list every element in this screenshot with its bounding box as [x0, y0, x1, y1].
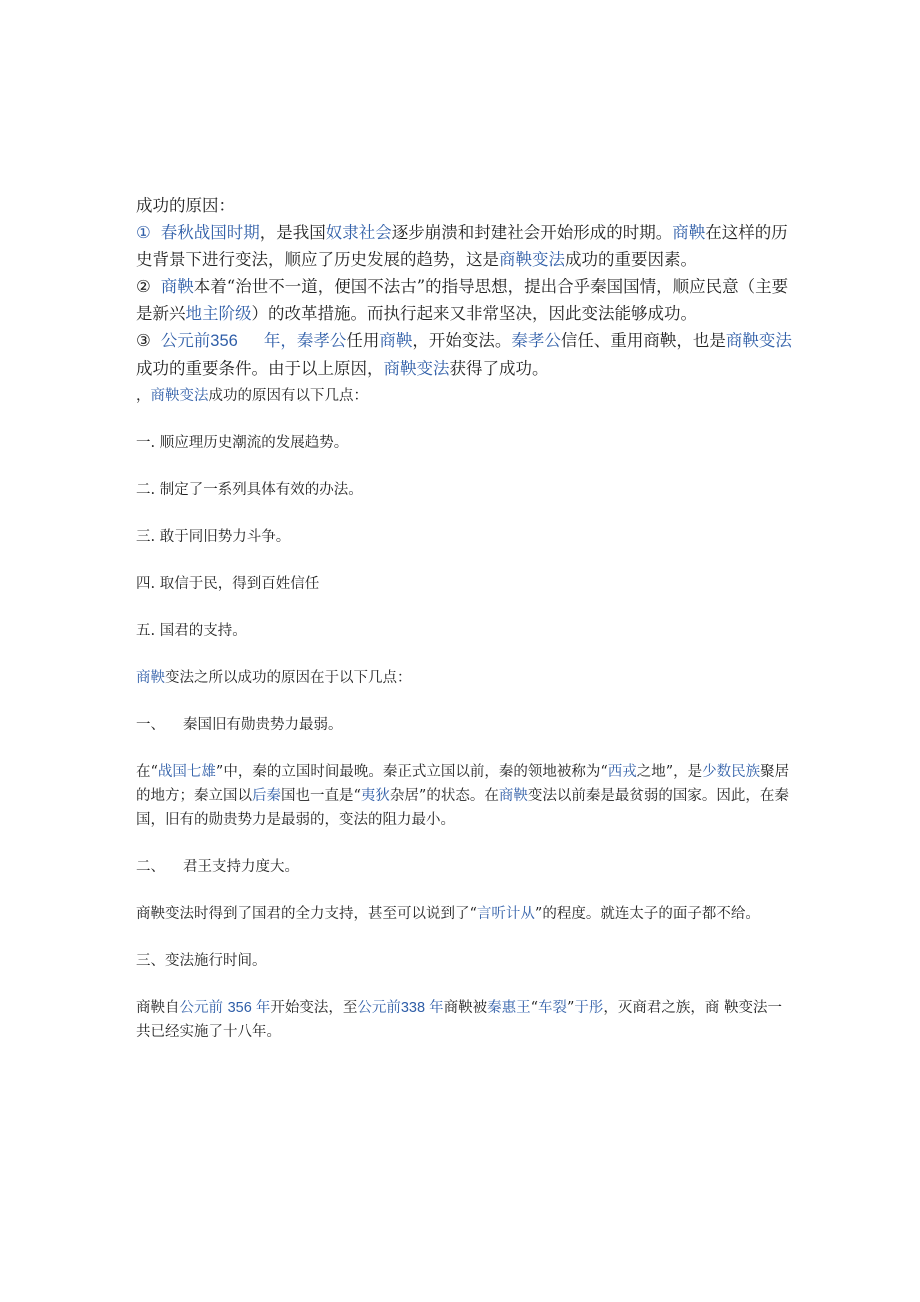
link-qin-huiwang[interactable]: 秦惠王 [487, 1000, 531, 1016]
link-chelie[interactable]: 车裂 [538, 1000, 567, 1016]
circled-number-2: ② [136, 277, 151, 296]
link-later-qin[interactable]: 后秦 [252, 788, 281, 804]
heading-reasons: 成功的原因： [136, 196, 235, 215]
link-qin-xiaogong[interactable]: 秦孝公 [511, 331, 561, 350]
link-yidi[interactable]: 夷狄 [360, 788, 390, 804]
section-heading-2: 二、 君王支持力度大。 [136, 859, 299, 875]
reason-list [136, 431, 796, 643]
paragraph-section-3: 商鞅自公元前 356 年开始变法，至公元前338 年商鞅被秦惠王“车裂”于彤，灭商君之族，商 鞅变法一共已经实施了十八年。 [136, 1000, 783, 1040]
list-item: 三. 敢于同旧势力斗争。 [136, 529, 291, 545]
section-heading-3: 三、变法施行时间。 [136, 953, 267, 969]
link-shangyang-reform[interactable]: 商鞅变法 [150, 388, 209, 404]
link-shouxing[interactable]: 于彤 [574, 1000, 604, 1016]
list-item: 五. 国君的支持。 [136, 623, 247, 639]
year-text: 年， [263, 331, 297, 350]
link-spring-autumn[interactable]: 春秋战国时期 [160, 223, 260, 242]
link-qin-xiaogong[interactable]: 秦孝公 [296, 331, 347, 350]
paragraph-reason-2: ② 商鞅本着“治世不一道，便国不法古”的指导思想，提出合乎秦国国情，顺应民意（主要是新兴地主阶级）的改革措施。而执行起来又非常坚决，因此变法能够成功。 [136, 277, 789, 323]
list-item: 四. 取信于民，得到百姓信任 [136, 576, 320, 592]
paragraph-section-2: 商鞅变法时得到了国君的全力支持，甚至可以说到了“言听计从”的程度。就连太子的面子都不给。 [136, 906, 760, 922]
paragraph-reasons-intro: ，商鞅变法成功的原因有以下几点： [136, 388, 368, 404]
paragraph-success-intro: 商鞅变法之所以成功的原因在于以下几点： [136, 670, 412, 686]
link-356-year[interactable]: 356 年 [227, 1000, 271, 1016]
link-yanting-jicong[interactable]: 言听计从 [476, 906, 535, 922]
link-shangyang-reform[interactable]: 商鞅变法 [383, 359, 450, 378]
section-heading-1: 一、 秦国旧有勋贵势力最弱。 [136, 717, 343, 733]
circled-number-1: ① [136, 223, 151, 242]
paragraph-section-1: 在“战国七雄”中，秦的立国时间最晚。秦正式立国以前，秦的领地被称为“西戎之地”，是少数民族聚居的地方；秦立国以后秦国也一直是“夷狄杂居”的状态。在商鞅变法以前秦是最贫弱的国家。因此，在秦国，旧有的勋贵势力是最弱的，变法的阻力最小。 [136, 764, 790, 828]
link-minority-peoples[interactable]: 少数民族 [702, 764, 761, 780]
link-shangyang-reform[interactable]: 商鞅变法 [725, 331, 792, 350]
link-shangyang[interactable]: 商鞅 [498, 788, 528, 804]
circled-number-3: ③ [136, 331, 151, 350]
link-shangyang[interactable]: 商鞅 [160, 277, 194, 296]
link-slave-society[interactable]: 奴隶社会 [325, 223, 392, 242]
paragraph-reason-3: ③ 公元前356 年，秦孝公任用商鞅，开始变法。秦孝公信任、重用商鞅，也是商鞅变法成功的重要条件。由于以上原因，商鞅变法获得了成功。 [136, 331, 792, 378]
link-shangyang-reform[interactable]: 商鞅变法 [499, 250, 565, 269]
link-xirong[interactable]: 西戎 [607, 764, 637, 780]
list-item: 二. 制定了一系列具体有效的办法。 [136, 482, 363, 498]
document-body [136, 192, 796, 1044]
link-shangyang[interactable]: 商鞅 [136, 670, 165, 686]
link-bc-356[interactable]: 公元前356 [160, 332, 238, 350]
link-bc-338-year[interactable]: 公元前338 年 [357, 1000, 444, 1016]
list-item: 一. 顺应理历史潮流的发展趋势。 [136, 435, 349, 451]
link-shangyang[interactable]: 商鞅 [672, 223, 706, 242]
link-shangyang[interactable]: 商鞅 [379, 331, 413, 350]
link-landlord-class[interactable]: 地主阶级 [185, 304, 252, 323]
paragraph-reason-1: ① 春秋战国时期，是我国奴隶社会逐步崩溃和封建社会开始形成的时期。商鞅在这样的历史背景下进行变法，顺应了历史发展的趋势，这是商鞅变法成功的重要因素。 [136, 223, 788, 269]
link-bc[interactable]: 公元前 [179, 1000, 223, 1016]
link-seven-warring-states[interactable]: 战国七雄 [157, 764, 216, 780]
